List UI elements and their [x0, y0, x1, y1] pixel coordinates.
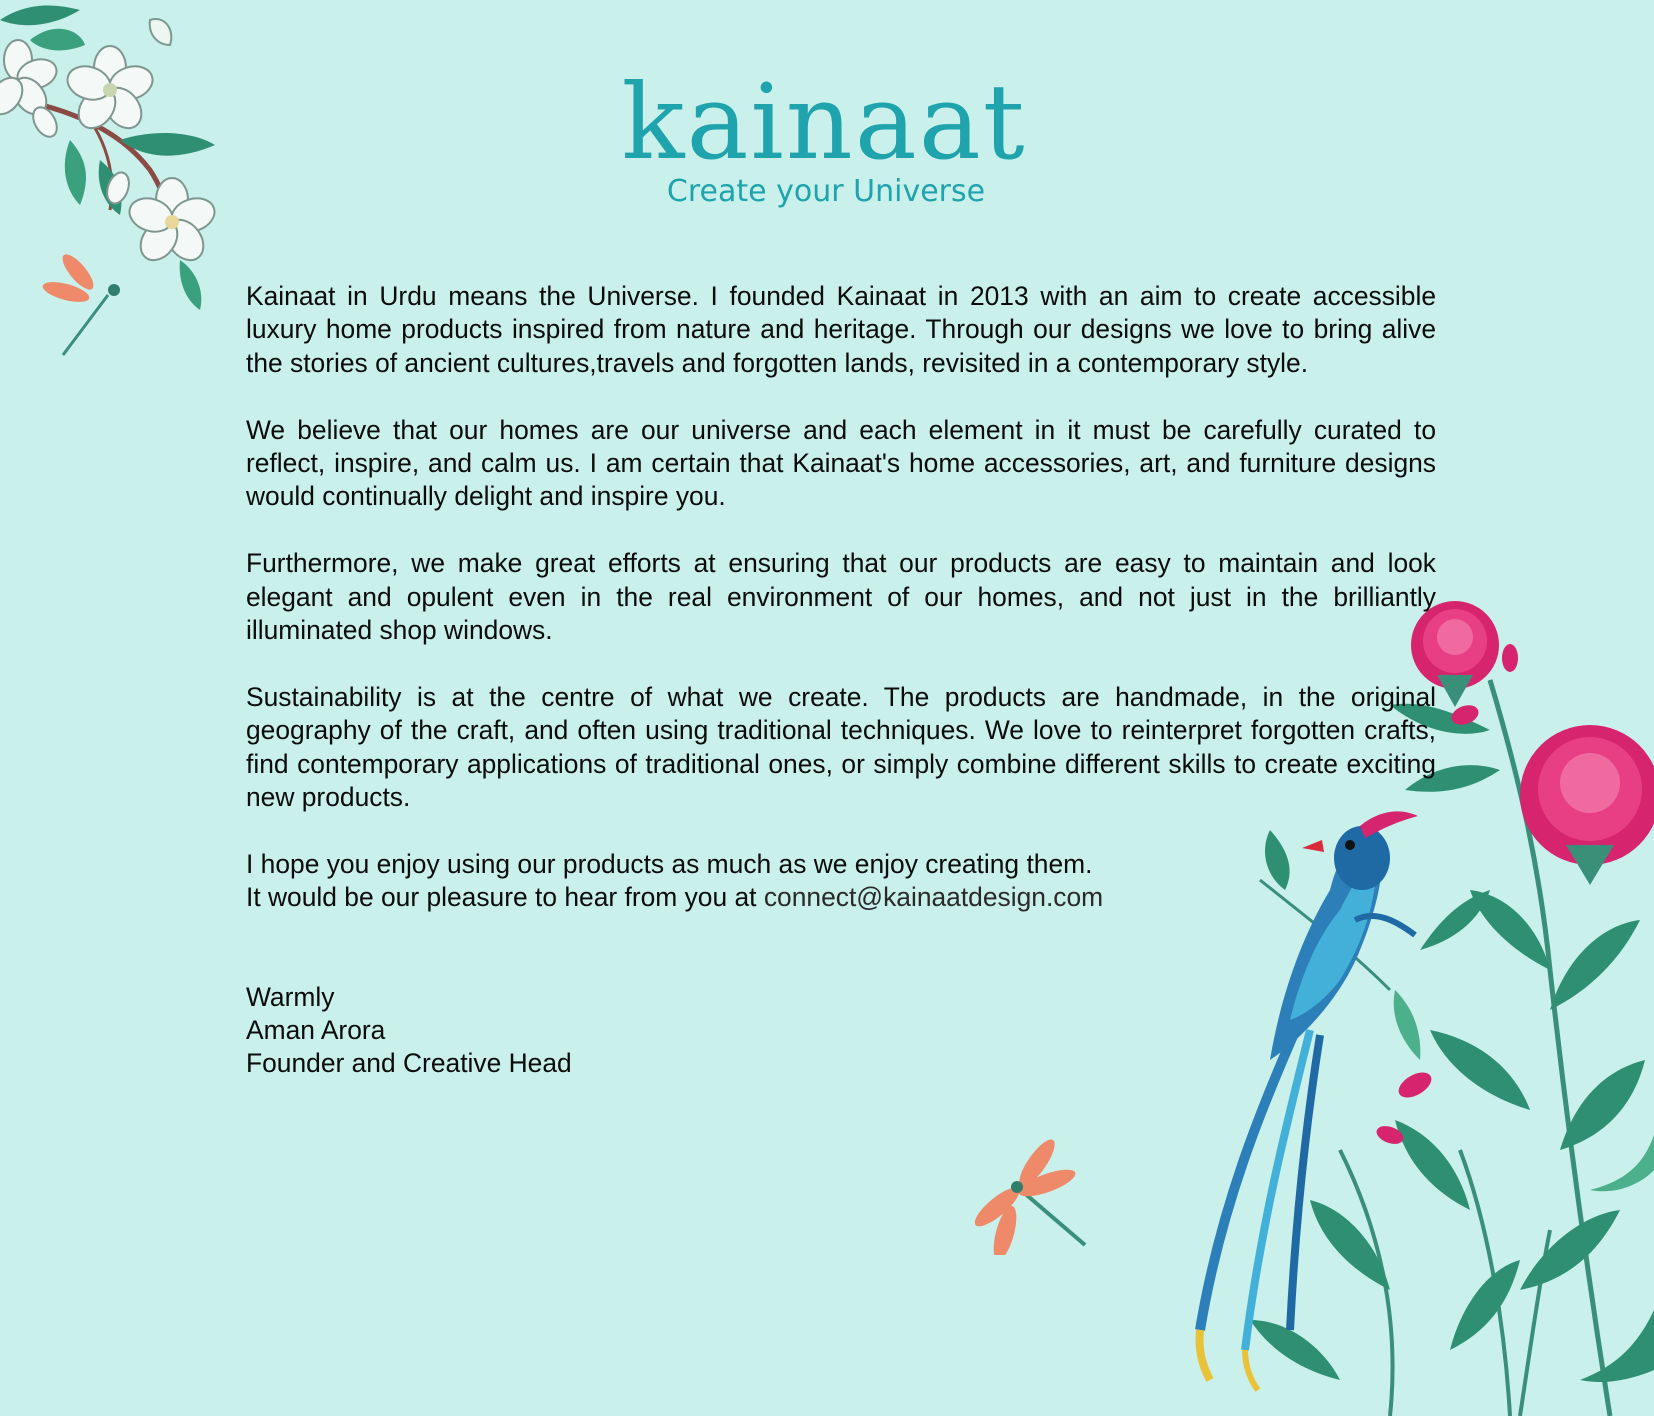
closing-line: I hope you enjoy using our products as much as we enjoy creating them.	[246, 848, 1093, 879]
contact-email-link[interactable]: connect@kainaatdesign.com	[763, 882, 1104, 913]
brand-tagline: Create your Universe	[666, 174, 986, 209]
brand-logo	[0, 61, 1654, 209]
contact-line	[246, 881, 1436, 914]
dragonfly-icon	[38, 250, 128, 360]
closing-paragraph	[246, 848, 1436, 915]
letter-paragraph: Kainaat in Urdu means the Universe. I founded Kainaat in 2013 with an aim to create accessible luxury home products inspired from nature and heritage. Through our designs we love to bring alive the stories of ancient cultures,travels and forgotten lands, revisited in a contemporary style.	[246, 281, 1436, 378]
contact-text: It would be our pleasure to hear from you at	[246, 882, 757, 913]
dragonfly-icon	[975, 1135, 1095, 1255]
letter-paragraph: We believe that our homes are our universe and each element in it must be carefully curated to reflect, inspire, and calm us. I am certain that Kainaat's home accessories, art, and furniture designs would continually delight and inspire you.	[246, 414, 1436, 512]
founder-letter	[246, 280, 1436, 1081]
signoff-greeting: Warmly	[246, 981, 335, 1012]
signoff-name: Aman Arora	[246, 1015, 386, 1046]
signoff	[246, 981, 1436, 1081]
signoff-title: Founder and Creative Head	[246, 1048, 572, 1079]
brand-name: kainaat	[621, 61, 1027, 183]
letter-paragraph: Sustainability is at the centre of what we create. The products are handmade, in the original geography of the craft, and often using traditional techniques. We love to reinterpret forgotten crafts, find contemporary applications of traditional ones, or simply combine different skills to create exciting new products.	[246, 681, 1436, 813]
letter-paragraph: Furthermore, we make great efforts at ensuring that our products are easy to maintain and look elegant and opulent even in the real environment of our homes, and not just in the brilliantly illuminated shop windows.	[246, 548, 1436, 646]
